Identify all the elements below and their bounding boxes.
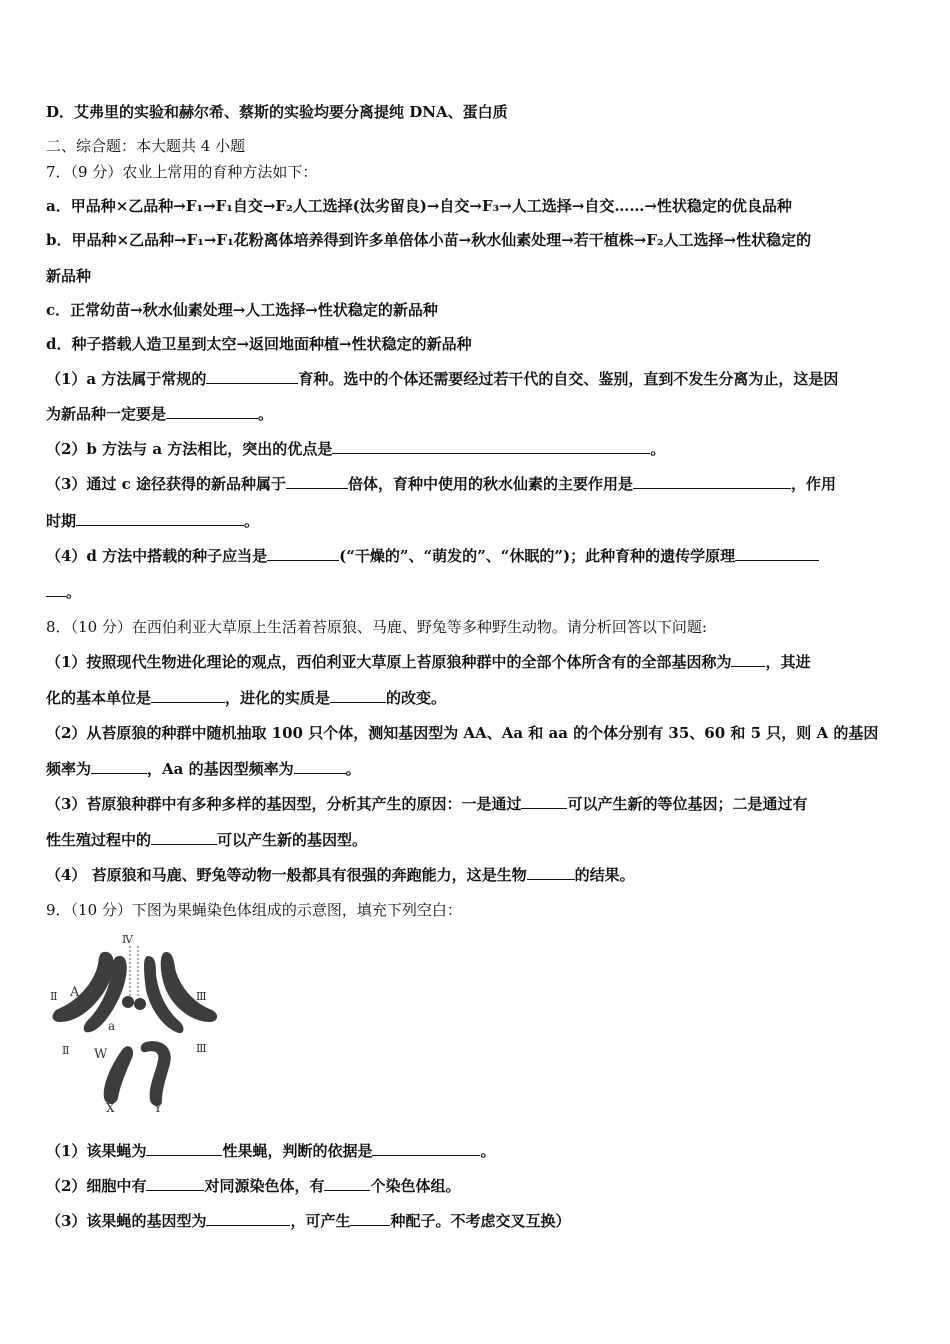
chromosome-iv-left: [122, 996, 134, 1008]
answer-blank: [294, 759, 346, 774]
text: 8．（10 分）在西伯利亚大草原上生活着苔原狼、马鹿、野兔等多种野生动物。请分析回答以下问题:: [46, 618, 707, 636]
q9-part1: [46, 1141, 908, 1161]
method-a: a．甲品种×乙品种→F₁→F₁自交→F₂人工选择(汰劣留良)→自交→F₃→人工选择→自交……→性状稳定的优良品种: [46, 197, 792, 215]
q9-part2: [46, 1176, 908, 1196]
method-b-line2: 新品种: [46, 267, 92, 285]
label-iii-top: Ⅲ: [196, 990, 207, 1003]
text: ，Aa 的基因型频率为: [147, 760, 294, 778]
answer-blank: [151, 830, 217, 845]
answer-blank: [267, 546, 339, 561]
q8-part3-line2: [46, 830, 908, 850]
answer-blank: [146, 1176, 204, 1191]
text: 。: [244, 512, 260, 530]
answer-blank: [206, 369, 298, 384]
q8-part1-line1: [46, 652, 908, 672]
option-d: D．艾弗里的实验和赫尔希、蔡斯的实验均要分离提纯 DNA、蛋白质: [46, 103, 508, 121]
answer-blank: [46, 582, 66, 597]
text: 时期: [46, 512, 77, 530]
answer-blank: [330, 688, 386, 703]
text: 为新品种一定要是: [46, 405, 167, 423]
section-heading: 二、综合题：本大题共 4 小题: [46, 137, 246, 155]
text: （3）该果蝇的基因型为: [46, 1212, 207, 1230]
answer-blank: [286, 474, 348, 489]
text: 倍体，育种中使用的秋水仙素的主要作用是: [348, 475, 634, 493]
question-8-title: [46, 617, 908, 637]
text: ，进化的实质是: [225, 689, 331, 707]
answer-blank: [91, 759, 147, 774]
label-iv: Ⅳ: [122, 933, 133, 946]
text: ，其进: [765, 653, 811, 671]
label-gene-a-lower: a: [108, 1019, 116, 1033]
text: 化的基本单位是: [46, 689, 152, 707]
answer-blank: [527, 865, 575, 880]
chromosome-y: [141, 1041, 171, 1106]
answer-blank: [151, 688, 225, 703]
text: 的结果。: [574, 866, 635, 884]
text: ，可产生: [290, 1212, 351, 1230]
text: 。: [66, 583, 82, 601]
text: 可以产生新的等位基因；二是通过有: [567, 795, 808, 813]
label-gene-a-upper: A: [70, 985, 80, 1000]
text: 。: [345, 760, 361, 778]
chromosome-x: [104, 1046, 133, 1104]
answer-blank: [521, 794, 567, 809]
q8-part2-line2: [46, 759, 908, 779]
text: （1）a 方法属于常规的: [46, 370, 207, 388]
q8-part3-line1: [46, 794, 908, 814]
text: （4）d 方法中搭载的种子应当是: [46, 547, 268, 565]
text: 频率为: [46, 760, 92, 778]
label-ii-top: Ⅱ: [50, 990, 58, 1003]
question-7-title: 7．（9 分）农业上常用的育种方法如下：: [46, 163, 318, 181]
method-d: d．种子搭载人造卫星到太空→返回地面种植→性状稳定的新品种: [46, 335, 472, 353]
text: 育种。选中的个体还需要经过若干代的自交、鉴别，直到不发生分离为止，这是因: [298, 370, 839, 388]
text: 。: [650, 440, 666, 458]
text: （4） 苔原狼和马鹿、野兔等动物一般都具有很强的奔跑能力，这是生物: [46, 866, 527, 884]
label-iii-bottom: Ⅲ: [196, 1042, 207, 1055]
answer-blank: [633, 474, 791, 489]
q7-part4-line1: [46, 546, 908, 566]
answer-blank: [166, 404, 258, 419]
text: （2）b 方法与 a 方法相比，突出的优点是: [46, 440, 333, 458]
answer-blank: [332, 439, 650, 454]
q7-part4-line2: [46, 582, 908, 602]
text: （1）该果蝇为: [46, 1142, 147, 1160]
text: 种配子。不考虑交叉互换）: [390, 1212, 571, 1230]
text: 个染色体组。: [370, 1177, 461, 1195]
text: (“干燥的”、“萌发的”、“休眠的”)；此种育种的遗传学原理: [339, 547, 736, 565]
answer-blank: [735, 546, 819, 561]
answer-blank: [206, 1211, 290, 1226]
answer-blank: [731, 652, 765, 667]
text: 9．（10 分）下图为果蝇染色体组成的示意图，填充下列空白：: [46, 901, 462, 919]
text: 的改变。: [386, 689, 447, 707]
q8-part4: [46, 865, 908, 885]
text: （3）苔原狼种群中有多种多样的基因型，分析其产生的原因：一是通过: [46, 795, 522, 813]
chromosome-iv-right: [134, 998, 146, 1010]
text: 。: [480, 1142, 496, 1160]
q8-part1-line2: [46, 688, 908, 708]
text: （1）按照现代生物进化理论的观点，西伯利亚大草原上苔原狼种群中的全部个体所含有的全部基因称为: [46, 653, 732, 671]
text: 性生殖过程中的: [46, 831, 152, 849]
method-b-line1: b．甲品种×乙品种→F₁→F₁花粉离体培养得到许多单倍体小苗→秋水仙素处理→若干植株→F₂人工选择→性状稳定的: [46, 231, 812, 249]
q9-part3: [46, 1211, 908, 1231]
text: ，作用: [791, 475, 837, 493]
text: 。: [258, 405, 274, 423]
method-c: c．正常幼苗→秋水仙素处理→人工选择→性状稳定的新品种: [46, 301, 438, 319]
label-gene-w: W: [94, 1047, 108, 1062]
answer-blank: [146, 1141, 222, 1156]
answer-blank: [324, 1176, 370, 1191]
text: 性果蝇，判断的依据是: [222, 1142, 373, 1160]
text: （3）通过 c 途径获得的新品种属于: [46, 475, 287, 493]
q7-part3-line1: [46, 474, 908, 494]
q7-part1-line1: [46, 369, 908, 389]
q7-part2: [46, 439, 908, 459]
q7-part1-line2: [46, 404, 908, 424]
question-9-title: [46, 900, 908, 920]
text: 可以产生新的基因型。: [217, 831, 368, 849]
text: （2）细胞中有: [46, 1177, 147, 1195]
q7-part3-line2: [46, 511, 908, 531]
chromosome-figure: [46, 930, 226, 1120]
answer-blank: [350, 1211, 390, 1226]
label-ii-bottom: Ⅱ: [62, 1044, 70, 1057]
answer-blank: [76, 511, 244, 526]
label-y: Y: [154, 1101, 162, 1115]
text: 对同源染色体，有: [204, 1177, 325, 1195]
q8-part2-line1: （2）从苔原狼的种群中随机抽取 100 只个体，测知基因型为 AA、Aa 和 aa 的个体分别有 35、60 和 5 只，则 A 的基因: [46, 724, 879, 742]
answer-blank: [372, 1141, 480, 1156]
label-x: X: [106, 1101, 115, 1115]
